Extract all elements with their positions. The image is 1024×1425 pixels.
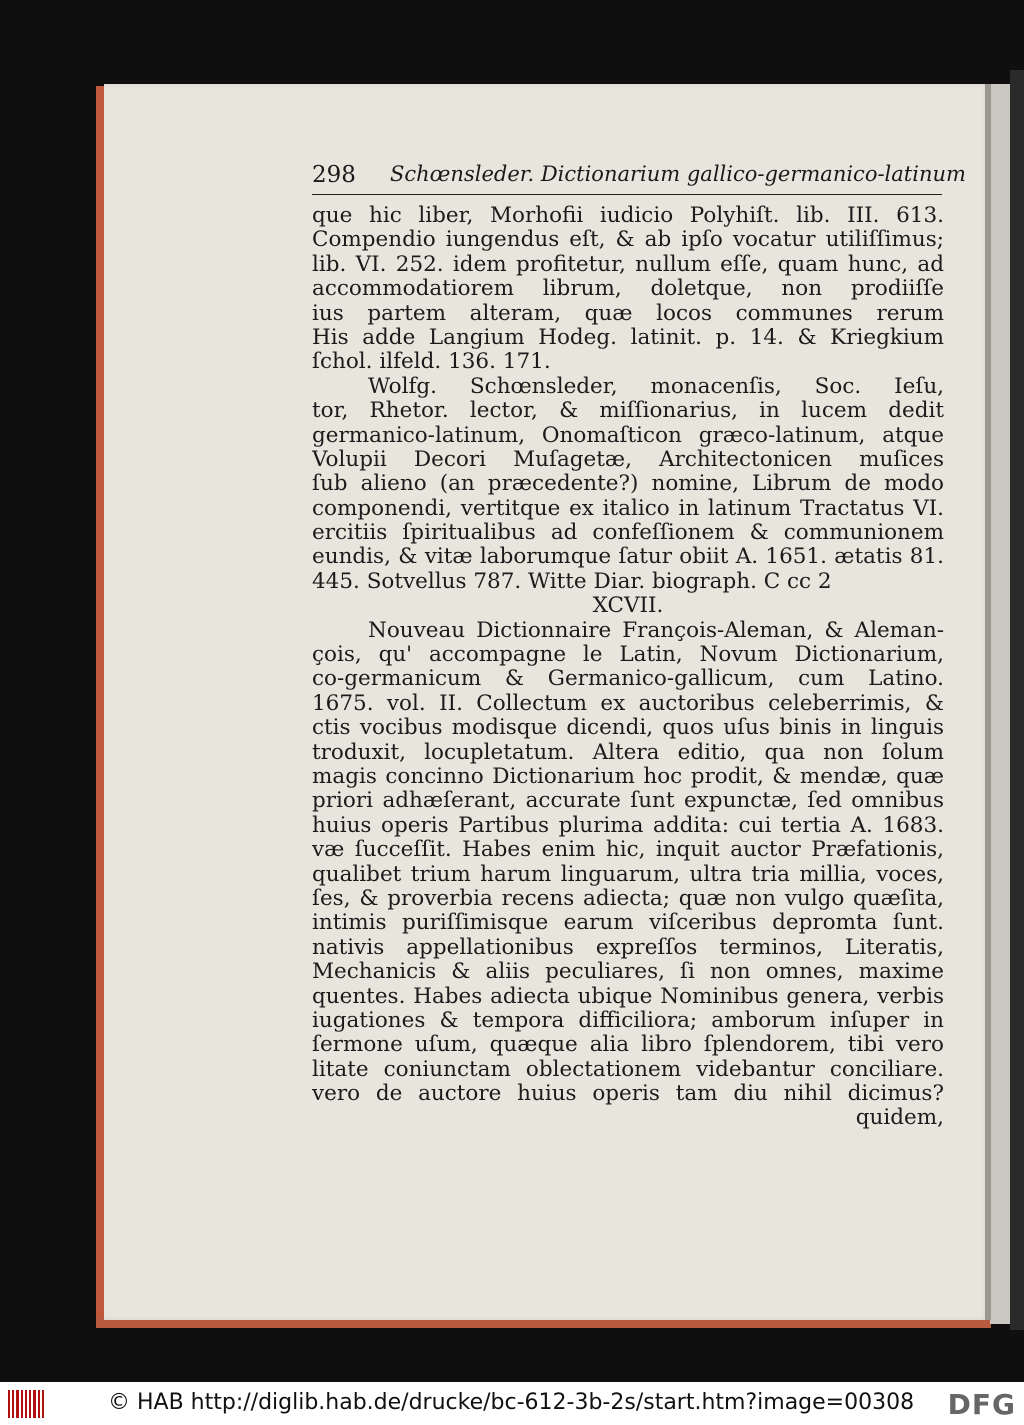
page-header [312,158,966,195]
text-line: 1675. vol. II. Collectum ex auctoribus celeberrimis, & [312,691,944,716]
text-line: ſub alieno (an præcedente?) nomine, Librum de modo [312,472,944,497]
text-line: componendi, vertitque ex italico in latinum Tractatus VI. [312,496,944,521]
text-line: 445. Sotvellus 787. Witte Diar. biograph. C cc 2 [312,568,832,594]
text-line: litate coniunctam oblectationem videbantur conciliare. [312,1057,944,1082]
text-line: ſchol. ilfeld. 136. 171. [312,349,551,375]
viewer-footer [0,1382,1024,1425]
text-line: væ ſucceſſit. Habes enim hic, inquit auctor Præfationis, [312,838,944,863]
text-line: Nouveau Dictionnaire François-Aleman, & Aleman- [368,618,944,643]
text-line: intimis puriſſimisque earum viſceribus depromta ſunt. [312,911,944,936]
text-line: Compendio iungendus eſt, & ab ipſo vocatur utiliſſimus; [312,228,944,253]
book-cover-edge [1010,70,1024,1330]
text-line: eundis, & vitæ laborumque ſatur obiit A. 1651. ætatis 81. [312,545,944,570]
text-line: Mechanicis & aliis peculiares, ſi non omnes, maxime [312,960,944,985]
text-line: çois, qu' accompagne le Latin, Novum Dictionarium, [312,643,944,668]
text-line: priori adhæſerant, accurate ſunt expunctæ, ſed omnibus [312,789,944,814]
text-line: ctis vocibus modisque dicendi, quos uſus binis in linguis [312,716,944,741]
dfg-logo: DFG [947,1388,1016,1421]
text-line: nativis appellationibus expreſſos terminos, Literatis, [312,935,944,960]
text-line: magis concinno Dictionarium hoc prodit, & mendæ, quæ [312,764,944,789]
page-number: 298 [312,162,356,188]
text-line: qualibet trium harum linguarum, ultra tria millia, voces, [312,862,944,887]
text-line: ius partem alteram, quæ locos communes rerum [312,301,944,326]
text-line: troduxit, locupletatum. Altera editio, qua non ſolum [312,740,944,765]
source-url[interactable]: © HAB http://diglib.hab.de/drucke/bc-612-3b-2s/start.htm?image=00308 [108,1390,915,1415]
page-gutter [985,84,991,1320]
text-line: His adde Langium Hodeg. latinit. p. 14. & Kriegkium [312,325,944,350]
text-line: ſes, & proverbia recens adiecta; quæ non vulgo quæſita, [312,886,944,911]
text-line: tor, Rhetor. lector, & miſſionarius, in lucem dedit [312,399,944,424]
text-line: co-germanicum & Germanico-gallicum, cum Latino. [312,667,944,692]
text-line: Wolfg. Schœnsleder, monacenſis, Soc. Ieſu, [368,374,944,399]
barcode-icon [8,1390,44,1418]
text-line: huius operis Partibus plurima addita: cui tertia A. 1683. [312,813,944,838]
running-head: Schœnsleder. Dictionarium gallico-germanico-latinum [390,162,966,186]
text-line: Volupii Decori Muſagetæ, Architectonicen muſices [312,447,944,472]
text-line: vero de auctore huius operis tam diu nihil dicimus? [312,1082,944,1107]
text-line: germanico-latinum, Onomaſticon græco-latinum, atque [312,423,944,448]
text-line: accommodatiorem librum, doletque, non prodiiſſe [312,277,944,302]
text-line: lib. VI. 252. idem profitetur, nullum eſſe, quam hunc, ad [312,252,944,277]
text-line: iugationes & tempora difficiliora; amborum inſuper in [312,1008,944,1033]
next-page-strip [990,84,1010,1324]
section-heading: XCVII. [592,593,664,619]
text-line: que hic liber, Morhofii iudicio Polyhiſt. lib. III. 613. [312,204,944,228]
body-text [312,204,944,1131]
text-line: ſermone uſum, quæque alia libro ſplendorem, tibi vero [312,1033,944,1058]
text-line: quentes. Habes adiecta ubique Nominibus genera, verbis [312,984,944,1009]
text-line: ercitiis ſpiritualibus ad confeſſionem & communionem [312,521,944,546]
catchword: quidem, [855,1105,944,1131]
